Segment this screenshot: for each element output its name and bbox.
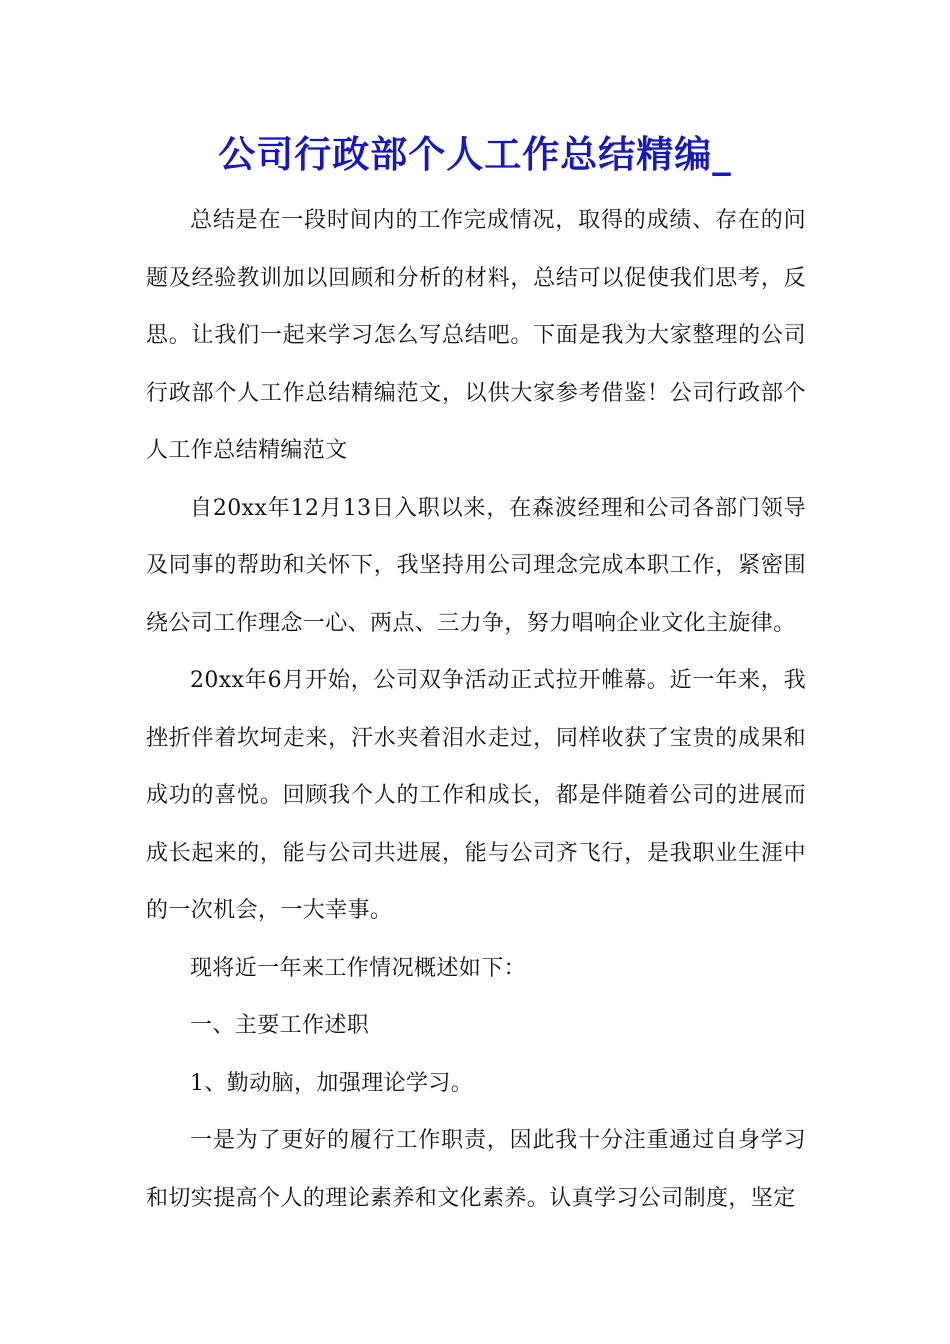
paragraph-intro: 总结是在一段时间内的工作完成情况，取得的成绩、存在的问题及经验教训加以回顾和分析的材料，总结可以促使我们思考，反思。让我们一起来学习怎么写总结吧。下面是我为大家整理的公司行政部个人工作总结精编范文，以供大家参考借鉴！公司行政部个人工作总结精编范文 bbox=[146, 208, 806, 463]
section-heading-main-work: 一、主要工作述职 bbox=[190, 1013, 370, 1038]
paragraph-campaign: 20xx年6月开始，公司双争活动正式拉开帷幕。近一年来，我挫折伴着坎坷走来，汗水夹着泪水走过，同样收获了宝贵的成果和成功的喜悦。回顾我个人的工作和成长，都是伴随着公司的进展而成长起来的，能与公司共进展，能与公司齐飞行，是我职业生涯中的一次机会，一大幸事。 bbox=[146, 668, 806, 923]
document-title: 公司行政部个人工作总结精编_ bbox=[218, 132, 732, 176]
paragraph-study-details: 一是为了更好的履行工作职责，因此我十分注重通过自身学习和切实提高个人的理论素养和文化素养。认真学习公司制度，坚定 bbox=[146, 1128, 806, 1211]
paragraph-onboarding: 自20xx年12月13日入职以来，在森波经理和公司各部门领导及同事的帮助和关怀下，我坚持用公司理念完成本职工作，紧密围绕公司工作理念一心、两点、三力争，努力唱响企业文化主旋律。 bbox=[146, 495, 806, 636]
subheading-study: 1、勤动脑，加强理论学习。 bbox=[190, 1070, 474, 1096]
paragraph-overview: 现将近一年来工作情况概述如下： bbox=[190, 955, 527, 981]
document-body bbox=[146, 192, 806, 1227]
